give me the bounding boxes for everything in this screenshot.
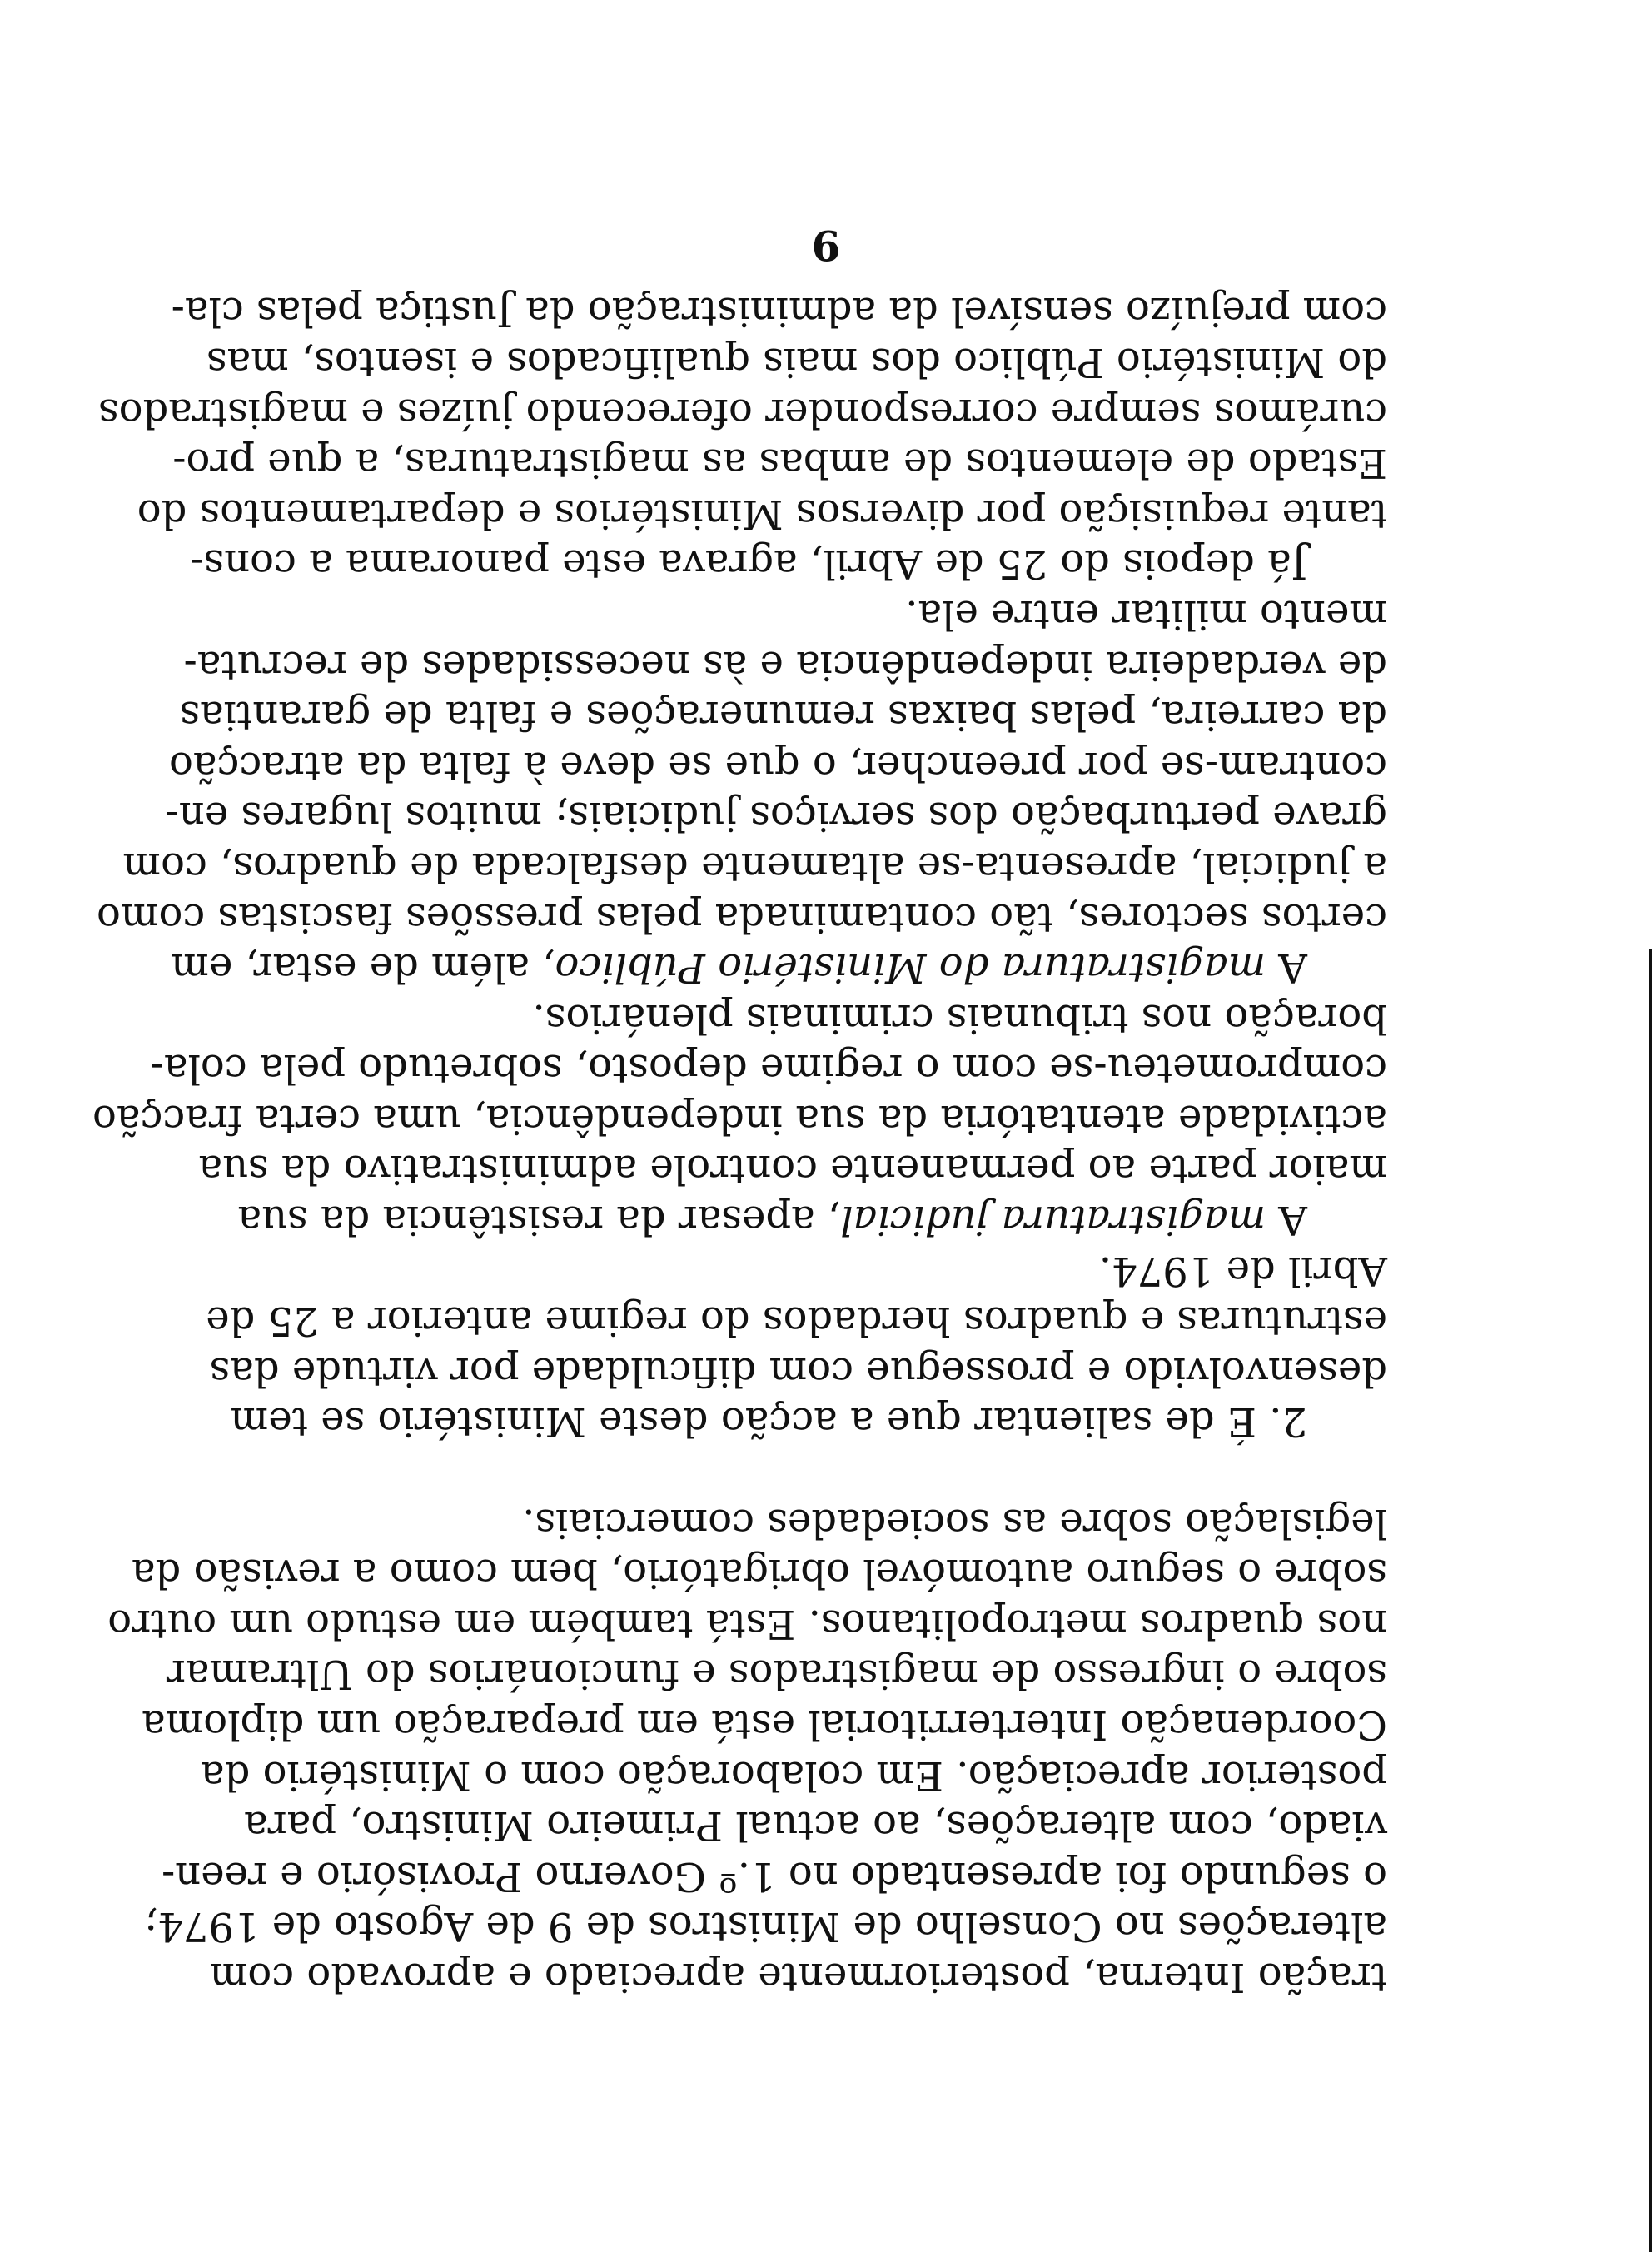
- text-segment: comprometeu-se com o regime deposto, sobretudo pela cola-: [150, 1045, 1387, 1093]
- text-line: [172, 438, 1387, 489]
- text-segment: curámos sempre corresponder oferecendo juízes e magistrados: [98, 389, 1387, 436]
- body-text: [92, 286, 1387, 2002]
- text-line: [206, 336, 1387, 387]
- text-segment: grave perturbação dos serviços judiciais; muitos lugares en-: [165, 793, 1387, 840]
- italic-term: magistratura judicial: [840, 1197, 1266, 1244]
- text-line: [271, 589, 1387, 640]
- text-segment: Estado de elementos de ambas as magistraturas, a que pro-: [172, 440, 1387, 487]
- text-segment: Abril de 1974.: [1098, 1247, 1387, 1294]
- text-segment: , além de estar, em: [171, 944, 555, 992]
- text-line: [230, 1397, 1387, 1447]
- text-segment: A: [1266, 944, 1307, 992]
- text-line: [237, 1195, 1387, 1246]
- text-line: [122, 841, 1387, 892]
- text-segment: do Ministério Público dos mais qualificados e isentos, mas: [206, 339, 1387, 386]
- text-segment: o segundo foi apresentado no 1.º Governo Provisório e reen-: [162, 1852, 1387, 1900]
- text-line: [165, 791, 1387, 842]
- scan-edge-line: [1649, 949, 1652, 2252]
- text-line: [171, 943, 1387, 994]
- text-line: [183, 640, 1387, 690]
- text-segment: nos quadros metropolitanos. Está também em estudo um outro: [107, 1600, 1387, 1647]
- text-line: [206, 1296, 1387, 1347]
- text-segment: Coordenação Interterritorial está em preparação um diploma: [142, 1701, 1387, 1749]
- text-segment: a judicial, apresenta-se altamente desfalcada de quadros, com: [122, 843, 1387, 890]
- text-line: [271, 1245, 1387, 1296]
- text-segment: boração nos tribunais criminais plenários.: [532, 994, 1387, 1042]
- text-segment: sobre o seguro automóvel obrigatório, bem como a revisão da: [131, 1550, 1387, 1597]
- text-line: [271, 1497, 1387, 1548]
- text-line: [179, 690, 1387, 741]
- text-segment: mento militar entre ela.: [905, 590, 1387, 638]
- text-segment: sobre o ingresso de magistrados e funcionários do Ultramar: [166, 1651, 1387, 1698]
- text-segment: da carreira, pelas baixas remunerações e falta de garantias: [179, 692, 1387, 740]
- paragraph-gap: [271, 1447, 1387, 1497]
- text-segment: desenvolvido e prossegue com dificuldade por virtude das: [209, 1348, 1387, 1395]
- text-line: [137, 488, 1387, 539]
- text-line: [131, 1548, 1387, 1599]
- text-segment: de verdadeira independência e às necessidades de recruta-: [183, 641, 1387, 689]
- text-line: [244, 1801, 1387, 1851]
- text-line: [190, 539, 1387, 590]
- text-line: [97, 892, 1387, 943]
- text-segment: com prejuízo sensível da administração da Justiça pelas cla-: [171, 288, 1387, 336]
- text-line: [150, 1044, 1387, 1094]
- text-line: [107, 1598, 1387, 1649]
- text-segment: tração Interna, posteriormente apreciado e aprovado com: [209, 1954, 1387, 2000]
- text-segment: estruturas e quadros herdados do regime anterior a 25 de: [206, 1298, 1387, 1345]
- text-line: [171, 286, 1387, 337]
- text-line: [209, 1951, 1387, 2002]
- text-line: [144, 1901, 1387, 1952]
- text-segment: 2. É de salientar que a acção deste Ministério se tem: [230, 1398, 1307, 1446]
- page-number: 9: [811, 221, 841, 270]
- text-segment: tante requisição por diversos Ministérios e departamentos do: [137, 490, 1387, 537]
- italic-term: magistratura do Ministério Público: [555, 944, 1266, 992]
- text-line: [166, 1649, 1387, 1700]
- text-line: [162, 1851, 1387, 1901]
- text-segment: alterações no Conselho de Ministros de 9 de Agosto de 1974;: [144, 1903, 1387, 1951]
- text-segment: A: [1266, 1197, 1307, 1244]
- text-segment: viado, com alterações, ao actual Primeiro Ministro, para: [244, 1802, 1387, 1850]
- text-segment: legislação sobre as sociedades comerciais.: [522, 1499, 1387, 1547]
- text-line: [201, 1750, 1387, 1801]
- text-segment: certos sectores, tão contaminada pelas pressões fascistas como: [97, 894, 1387, 941]
- text-line: [209, 1346, 1387, 1397]
- text-segment: actividade atentatória da sua independência, uma certa fracção: [92, 1095, 1387, 1143]
- text-line: [142, 1699, 1387, 1750]
- text-line: [198, 1144, 1387, 1195]
- text-segment: Já depois do 25 de Abril, agrava este panorama a cons-: [190, 541, 1307, 588]
- text-segment: posterior apreciação. Em colaboração com o Ministério da: [201, 1751, 1387, 1799]
- text-segment: maior parte ao permanente controle administrativo da sua: [198, 1146, 1387, 1193]
- text-line: [169, 740, 1387, 791]
- text-segment: contram-se por preencher, o que se deve à falta da atracção: [169, 742, 1387, 790]
- text-line: [271, 993, 1387, 1044]
- text-segment: , apesar da resistência da sua: [237, 1197, 841, 1244]
- text-line: [98, 387, 1387, 438]
- text-line: [92, 1094, 1387, 1144]
